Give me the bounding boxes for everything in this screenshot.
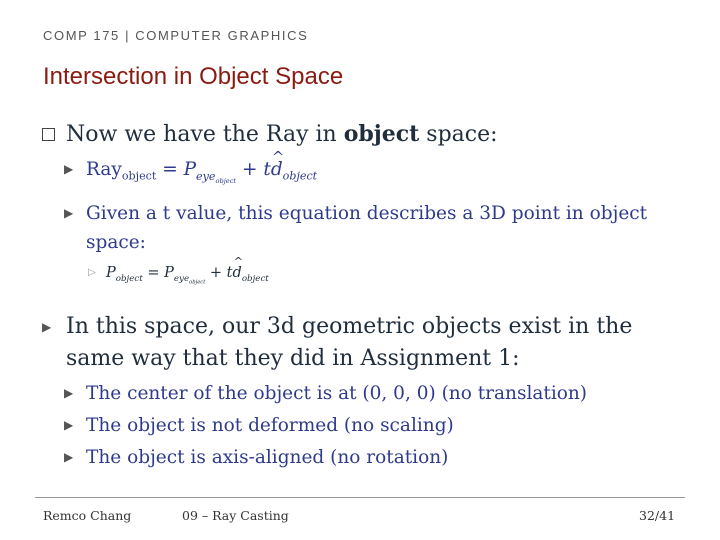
bullet-ray-object-space: Now we have the Ray in object space: [40,118,690,151]
triangle-bullet-icon: ▶ [64,162,74,176]
course-header: COMP 175 | COMPUTER GRAPHICS [43,28,309,43]
square-bullet-icon [42,128,55,141]
triangle-bullet-icon: ▶ [42,319,52,334]
bullet-point-equation: ▷ $P_{object} = P_{eye_{object}}$ + t^ $d_{object}$ [40,261,690,295]
footer-author: Remco Chang [43,508,132,523]
triangle-outline-bullet-icon: ▷ [88,266,96,278]
bullet-geometric-objects: ▶ In this space, our 3d geometric objects exist in the same way that they did in Assignment 1: [40,311,690,375]
slide-content [40,118,690,472]
bullet-no-translation: ▶ The center of the object is at (0, 0, 0) (no translation) [40,379,690,408]
bullet-no-scaling: ▶ The object is not deformed (no scaling) [40,411,690,440]
footer-page-number: 32/41 [639,508,676,523]
footer-divider [35,497,685,498]
footer-lecture: 09 – Ray Casting [182,508,289,523]
slide-title: Intersection in Object Space [43,63,344,90]
bullet-ray-equation: ▶ $Ray_{object} = P_{eye_{object}}$ + t^ $d_{object}$ [40,155,690,196]
triangle-bullet-icon: ▶ [64,385,74,400]
triangle-bullet-icon: ▶ [64,205,74,220]
triangle-bullet-icon: ▶ [64,449,74,464]
bullet-t-value: ▶ Given a t value, this equation describes a 3D point in object space: [40,199,690,257]
bullet-no-rotation: ▶ The object is axis-aligned (no rotation) [40,443,690,472]
triangle-bullet-icon: ▶ [64,417,74,432]
